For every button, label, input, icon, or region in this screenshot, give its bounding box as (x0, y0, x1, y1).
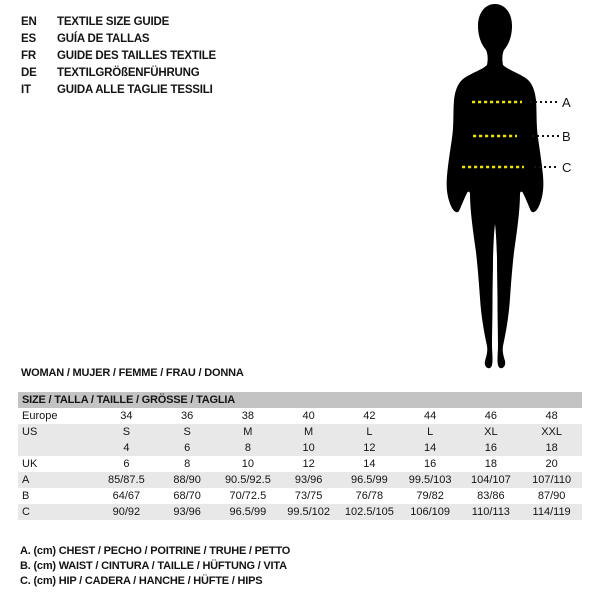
table-cell: 79/82 (416, 490, 444, 502)
table-cell: 48 (545, 410, 558, 422)
table-cell: 10 (241, 458, 254, 470)
table-cell: 20 (545, 458, 558, 470)
marker-label-waist: B (562, 129, 571, 144)
table-cell: 44 (424, 410, 437, 422)
language-row (21, 81, 216, 98)
table-cell: 14 (424, 442, 437, 454)
measurement-legend (20, 544, 290, 589)
table-row-chest-cm (18, 472, 582, 488)
language-title: GUÍA DE TALLAS (57, 32, 150, 45)
table-cell: 18 (545, 442, 558, 454)
table-cell: XXL (541, 426, 563, 438)
table-cell: 12 (363, 442, 376, 454)
table-cell: 8 (244, 442, 251, 454)
language-row (21, 30, 216, 47)
language-title: TEXTILGRÖßENFÜHRUNG (57, 66, 200, 79)
table-cell: 14 (363, 458, 376, 470)
row-label: A (22, 474, 30, 486)
table-cell: 42 (363, 410, 376, 422)
table-cell: 96.5/99 (351, 474, 388, 486)
row-label: B (22, 490, 30, 502)
row-label (18, 440, 96, 456)
table-cell: 106/109 (410, 506, 450, 518)
table-cell: 99.5/103 (408, 474, 452, 486)
table-row-hip-cm (18, 504, 582, 520)
language-title-list (21, 13, 216, 98)
table-cell: 34 (120, 410, 133, 422)
woman-body-shape (447, 4, 544, 368)
row-label: US (22, 426, 38, 438)
table-cell: 8 (184, 458, 191, 470)
table-cell: S (122, 426, 131, 438)
table-cell: 110/113 (471, 506, 510, 518)
table-cell: 4 (123, 442, 130, 454)
language-row (21, 13, 216, 30)
row-label: UK (22, 458, 38, 470)
row-label: Europe (22, 410, 58, 422)
table-row-uk (18, 456, 582, 472)
legend-line-chest: A. (cm) CHEST / PECHO / POITRINE / TRUHE / PETTO (20, 545, 291, 557)
table-cell: L (366, 426, 373, 438)
table-cell: 6 (184, 442, 191, 454)
table-cell: 16 (424, 458, 437, 470)
table-cell: 85/87.5 (108, 474, 145, 486)
table-row-us-letters (18, 424, 582, 440)
table-cell: 114/119 (532, 506, 571, 518)
language-row (21, 47, 216, 64)
table-cell: 68/70 (173, 490, 201, 502)
language-title: GUIDA ALLE TAGLIE TESSILI (57, 83, 213, 96)
table-cell: M (304, 426, 314, 438)
table-row-waist-cm (18, 488, 582, 504)
table-cell: 96.5/99 (229, 506, 267, 518)
size-table (18, 392, 582, 520)
language-code: DE (21, 66, 37, 79)
table-cell: 90/92 (112, 506, 141, 518)
table-cell: 70/72.5 (229, 490, 267, 502)
table-cell: 107/110 (532, 474, 572, 486)
table-cell: 12 (302, 458, 315, 470)
table-cell: 40 (302, 410, 315, 422)
language-code: IT (21, 83, 31, 96)
row-label: C (22, 506, 30, 518)
legend-line-waist: B. (cm) WAIST / CINTURA / TAILLE / HÜFTUNG / VITA (20, 560, 287, 572)
table-cell: 87/90 (537, 490, 566, 502)
language-row (21, 64, 216, 81)
table-cell: 88/90 (173, 474, 201, 486)
table-cell: 93/96 (173, 506, 201, 518)
marker-label-hip: C (562, 160, 572, 175)
table-cell: 10 (302, 442, 315, 454)
table-cell: 64/67 (112, 490, 141, 502)
table-cell: 6 (123, 458, 130, 470)
language-title: TEXTILE SIZE GUIDE (57, 15, 170, 28)
gender-title: WOMAN / MUJER / FEMME / FRAU / DONNA (21, 367, 244, 379)
table-row-us-numbers (18, 440, 582, 456)
table-cell: M (243, 426, 253, 438)
table-cell: 46 (484, 410, 497, 422)
table-row-europe (18, 408, 582, 424)
marker-label-chest: A (562, 95, 571, 110)
table-cell: 73/75 (294, 490, 323, 502)
table-cell: 38 (241, 410, 254, 422)
table-cell: 102.5/105 (344, 506, 394, 518)
table-cell: 90.5/92.5 (224, 474, 271, 486)
table-cell: 16 (484, 442, 497, 454)
language-title: GUIDE DES TAILLES TEXTILE (57, 49, 216, 62)
table-cell: 99.5/102 (287, 506, 331, 518)
table-cell: L (427, 426, 434, 438)
table-cell: XL (484, 426, 498, 438)
language-code: EN (21, 15, 37, 28)
language-code: ES (21, 32, 36, 45)
woman-silhouette-icon (410, 0, 590, 380)
table-cell: S (183, 426, 191, 438)
table-cell: 18 (484, 458, 497, 470)
table-cell: 104/107 (470, 474, 511, 486)
table-cell: 76/78 (355, 490, 384, 502)
legend-line-hip: C. (cm) HIP / CADERA / HANCHE / HÜFTE / HIPS (20, 575, 263, 587)
table-cell: 83/86 (477, 490, 505, 502)
size-table-header: SIZE / TALLA / TAILLE / GRÖSSE / TAGLIA (18, 392, 582, 408)
table-cell: 93/96 (294, 474, 323, 486)
table-cell: 36 (181, 410, 194, 422)
language-code: FR (21, 49, 36, 62)
